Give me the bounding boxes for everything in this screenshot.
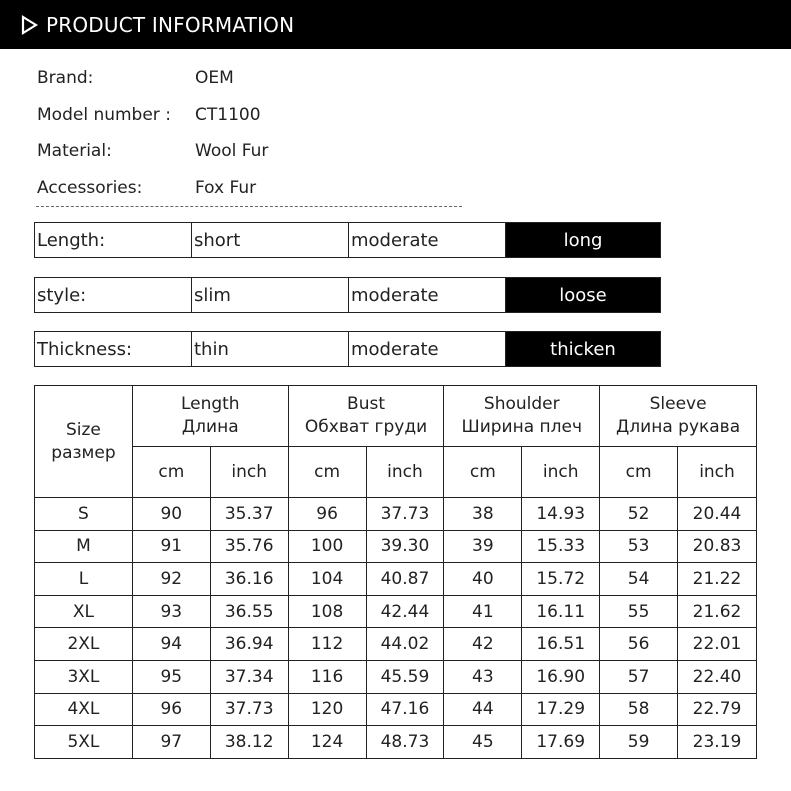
size-cell: 2XL <box>35 628 133 661</box>
measure-cell: 39 <box>444 530 522 563</box>
measure-cell: 36.16 <box>210 563 288 596</box>
unit-header: inch <box>366 447 444 498</box>
measure-cell: 15.72 <box>522 563 600 596</box>
info-value: Wool Fur <box>195 141 269 162</box>
measure-cell: 52 <box>600 498 678 531</box>
info-label: Brand: <box>37 68 94 89</box>
measure-cell: 58 <box>600 693 678 726</box>
option-choice-selected: thicken <box>506 332 660 366</box>
option-choice: moderate <box>349 223 506 257</box>
measure-cell: 92 <box>132 563 210 596</box>
measure-cell: 44.02 <box>366 628 444 661</box>
unit-header: cm <box>444 447 522 498</box>
unit-header: cm <box>288 447 366 498</box>
measure-cell: 22.40 <box>678 660 757 693</box>
measure-cell: 59 <box>600 726 678 759</box>
measure-cell: 112 <box>288 628 366 661</box>
measure-cell: 90 <box>132 498 210 531</box>
measure-cell: 38 <box>444 498 522 531</box>
table-row <box>35 563 757 596</box>
option-row-thickness <box>34 331 661 367</box>
measure-cell: 15.33 <box>522 530 600 563</box>
measure-cell: 23.19 <box>678 726 757 759</box>
measure-cell: 116 <box>288 660 366 693</box>
measure-cell: 56 <box>600 628 678 661</box>
measure-cell: 36.94 <box>210 628 288 661</box>
size-cell: 3XL <box>35 660 133 693</box>
measure-cell: 22.79 <box>678 693 757 726</box>
table-row <box>35 530 757 563</box>
info-row-model <box>37 97 497 134</box>
product-info-list <box>37 60 497 206</box>
measure-cell: 14.93 <box>522 498 600 531</box>
measure-cell: 124 <box>288 726 366 759</box>
measure-cell: 108 <box>288 595 366 628</box>
measure-cell: 40.87 <box>366 563 444 596</box>
measure-cell: 48.73 <box>366 726 444 759</box>
measure-cell: 96 <box>288 498 366 531</box>
group-header-sleeve <box>600 386 757 447</box>
info-row-material <box>37 133 497 170</box>
measure-cell: 47.16 <box>366 693 444 726</box>
option-label: Length: <box>35 223 192 257</box>
measure-cell: 37.34 <box>210 660 288 693</box>
table-row <box>35 498 757 531</box>
group-header-shoulder <box>444 386 600 447</box>
measure-cell: 96 <box>132 693 210 726</box>
info-row-accessories <box>37 170 497 207</box>
unit-header: inch <box>678 447 757 498</box>
table-row <box>35 595 757 628</box>
measure-cell: 45.59 <box>366 660 444 693</box>
section-header <box>0 0 791 49</box>
measure-cell: 42 <box>444 628 522 661</box>
option-choice: slim <box>192 278 349 312</box>
group-header-en: Length <box>180 394 240 414</box>
info-label: Accessories: <box>37 177 143 198</box>
size-cell: L <box>35 563 133 596</box>
info-value: OEM <box>195 68 234 89</box>
option-choice-selected: loose <box>506 278 660 312</box>
group-header-en: Sleeve <box>649 394 707 414</box>
unit-header: cm <box>600 447 678 498</box>
play-triangle-icon <box>21 15 38 35</box>
section-title: PRODUCT INFORMATION <box>46 12 295 37</box>
measure-cell: 37.73 <box>366 498 444 531</box>
size-cell: M <box>35 530 133 563</box>
measure-cell: 21.22 <box>678 563 757 596</box>
group-header-ru: Длина <box>181 417 239 437</box>
measure-cell: 16.90 <box>522 660 600 693</box>
table-row <box>35 660 757 693</box>
measure-cell: 55 <box>600 595 678 628</box>
info-label: Material: <box>37 141 112 162</box>
dashed-divider <box>36 206 462 207</box>
measure-cell: 16.51 <box>522 628 600 661</box>
measure-cell: 44 <box>444 693 522 726</box>
group-header-ru: Ширина плеч <box>461 417 583 437</box>
table-row <box>35 628 757 661</box>
group-header-bust <box>288 386 444 447</box>
measure-cell: 91 <box>132 530 210 563</box>
measure-cell: 42.44 <box>366 595 444 628</box>
measure-cell: 35.76 <box>210 530 288 563</box>
measure-cell: 94 <box>132 628 210 661</box>
measure-cell: 97 <box>132 726 210 759</box>
measure-cell: 22.01 <box>678 628 757 661</box>
measure-cell: 57 <box>600 660 678 693</box>
measure-cell: 104 <box>288 563 366 596</box>
unit-header: cm <box>132 447 210 498</box>
measure-cell: 36.55 <box>210 595 288 628</box>
group-header-en: Bust <box>347 394 385 414</box>
group-header-en: Shoulder <box>483 394 560 414</box>
unit-header: inch <box>210 447 288 498</box>
unit-header: inch <box>522 447 600 498</box>
measure-cell: 93 <box>132 595 210 628</box>
size-header-en: Size <box>65 419 101 440</box>
table-row <box>35 726 757 759</box>
measure-cell: 54 <box>600 563 678 596</box>
group-header-ru: Длина рукава <box>616 417 741 437</box>
option-row-length <box>34 222 661 258</box>
group-header-length <box>132 386 288 447</box>
measure-cell: 38.12 <box>210 726 288 759</box>
measure-cell: 17.69 <box>522 726 600 759</box>
table-row <box>35 693 757 726</box>
option-choice-selected: long <box>506 223 660 257</box>
measure-cell: 16.11 <box>522 595 600 628</box>
measure-cell: 20.83 <box>678 530 757 563</box>
group-header-ru: Обхват груди <box>304 417 428 437</box>
size-cell: 5XL <box>35 726 133 759</box>
measure-cell: 17.29 <box>522 693 600 726</box>
option-choice: moderate <box>349 332 506 366</box>
info-value: CT1100 <box>195 104 261 125</box>
size-header-cell <box>35 386 133 498</box>
size-cell: 4XL <box>35 693 133 726</box>
info-label: Model number : <box>37 104 171 125</box>
info-row-brand <box>37 60 497 97</box>
measure-cell: 40 <box>444 563 522 596</box>
size-chart-table <box>34 385 757 759</box>
measure-cell: 100 <box>288 530 366 563</box>
option-label: style: <box>35 278 192 312</box>
measure-cell: 95 <box>132 660 210 693</box>
size-cell: S <box>35 498 133 531</box>
measure-cell: 20.44 <box>678 498 757 531</box>
measure-cell: 41 <box>444 595 522 628</box>
measure-cell: 53 <box>600 530 678 563</box>
measure-cell: 45 <box>444 726 522 759</box>
option-choice: short <box>192 223 349 257</box>
option-choice: thin <box>192 332 349 366</box>
measure-cell: 43 <box>444 660 522 693</box>
measure-cell: 37.73 <box>210 693 288 726</box>
info-value: Fox Fur <box>195 177 257 198</box>
measure-cell: 35.37 <box>210 498 288 531</box>
size-cell: XL <box>35 595 133 628</box>
measure-cell: 120 <box>288 693 366 726</box>
measure-cell: 39.30 <box>366 530 444 563</box>
option-row-style <box>34 277 661 313</box>
option-label: Thickness: <box>35 332 192 366</box>
size-header-ru: размер <box>51 442 116 463</box>
measure-cell: 21.62 <box>678 595 757 628</box>
option-choice: moderate <box>349 278 506 312</box>
